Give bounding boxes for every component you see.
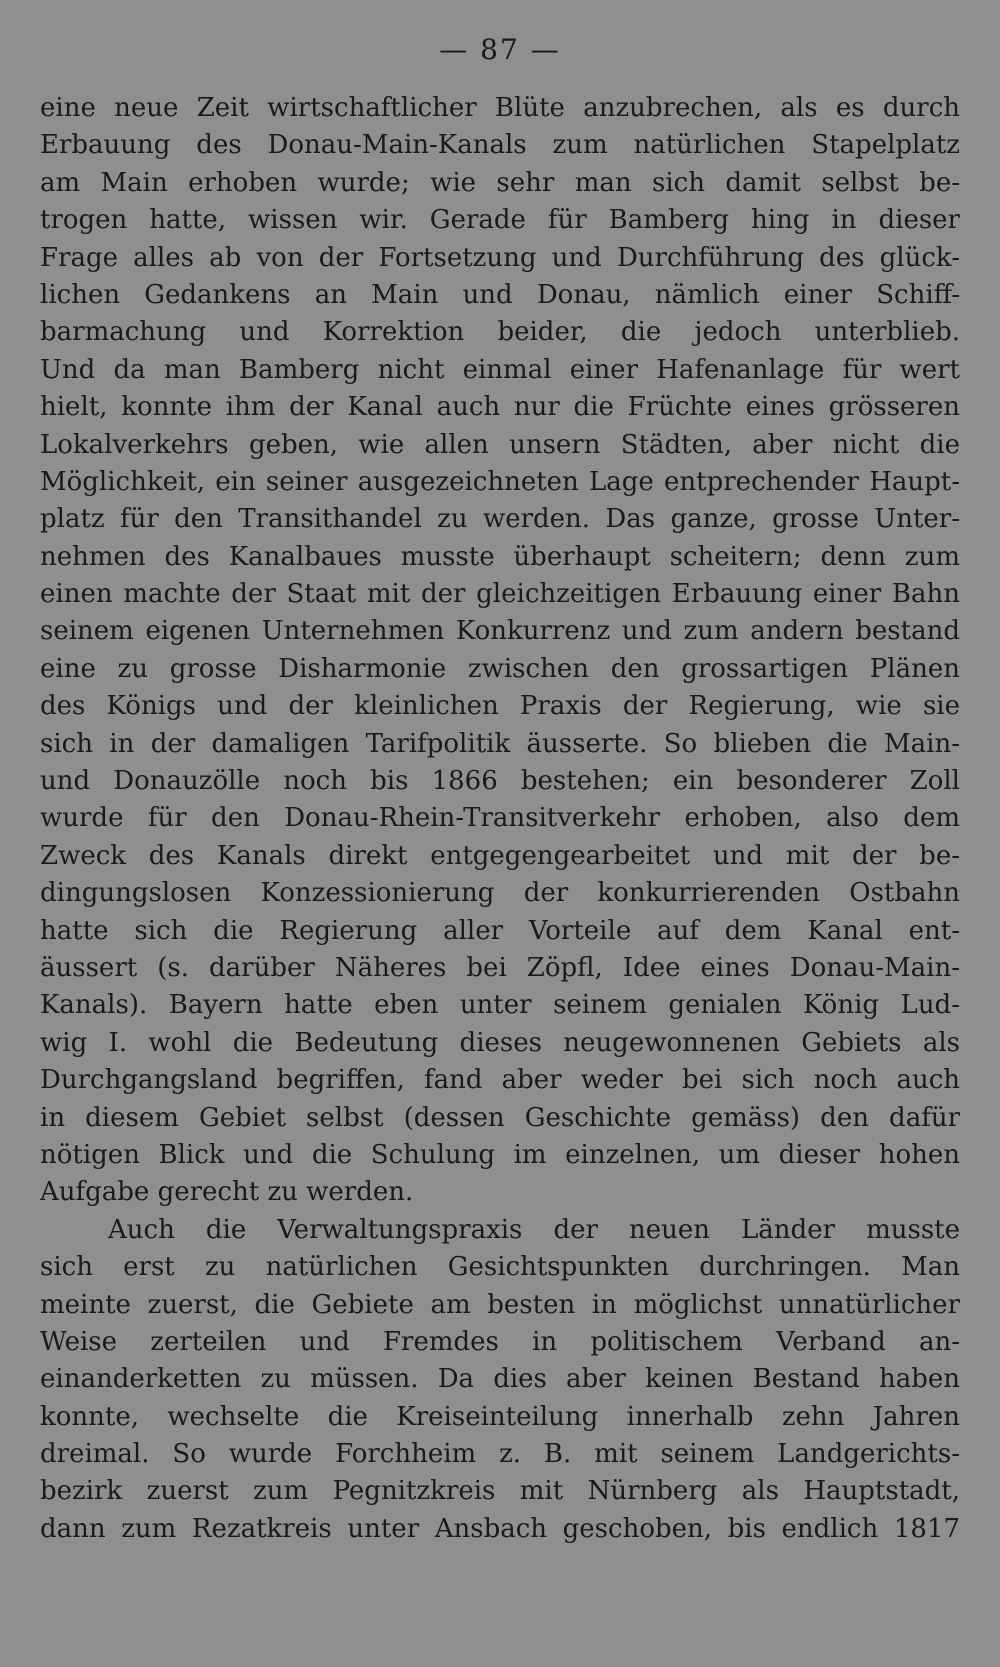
text-line: Aufgabe gerecht zu werden.: [40, 1177, 414, 1208]
text-line: barmachung und Korrektion beider, die jedoch unterblieb.: [40, 317, 960, 348]
text-line: wurde für den Donau-Rhein-Transitverkehr erhoben, also dem: [40, 803, 960, 834]
text-line: einanderketten zu müssen. Da dies aber keinen Bestand haben: [40, 1364, 960, 1395]
text-line: nehmen des Kanalbaues musste überhaupt scheitern; denn zum: [40, 541, 960, 572]
text-line: eine zu grosse Disharmonie zwischen den grossartigen Plänen: [40, 653, 960, 684]
text-line: trogen hatte, wissen wir. Gerade für Bamberg hing in dieser: [40, 205, 960, 236]
text-line: Weise zerteilen und Fremdes in politischem Verband an-: [40, 1326, 960, 1357]
text-line: Kanals). Bayern hatte eben unter seinem genialen König Lud-: [40, 990, 960, 1021]
text-line: Auch die Verwaltungspraxis der neuen Länder musste: [108, 1214, 960, 1245]
text-line: dreimal. So wurde Forchheim z. B. mit seinem Landgerichts-: [40, 1439, 960, 1470]
text-line: einen machte der Staat mit der gleichzeitigen Erbauung einer Bahn: [40, 579, 960, 610]
text-line: sich in der damaligen Tarifpolitik äusserte. So blieben die Main-: [40, 728, 960, 759]
text-line: dingungslosen Konzessionierung der konkurrierenden Ostbahn: [40, 878, 960, 909]
text-line: dann zum Rezatkreis unter Ansbach geschoben, bis endlich 1817: [40, 1513, 960, 1544]
text-line: wig I. wohl die Bedeutung dieses neugewonnenen Gebiets als: [40, 1027, 960, 1058]
text-line: in diesem Gebiet selbst (dessen Geschichte gemäss) den dafür: [40, 1102, 960, 1133]
text-line: hatte sich die Regierung aller Vorteile auf dem Kanal ent-: [40, 915, 960, 946]
text-line: hielt, konnte ihm der Kanal auch nur die Früchte eines grösseren: [40, 392, 960, 423]
text-line: Lokalverkehrs geben, wie allen unsern Städten, aber nicht die: [40, 429, 960, 460]
text-line: bezirk zuerst zum Pegnitzkreis mit Nürnberg als Hauptstadt,: [40, 1476, 960, 1507]
text-line: am Main erhoben wurde; wie sehr man sich damit selbst be-: [40, 167, 960, 198]
text-line: Erbauung des Donau-Main-Kanals zum natürlichen Stapelplatz: [40, 130, 960, 161]
text-line: lichen Gedankens an Main und Donau, nämlich einer Schiff-: [40, 279, 960, 310]
text-line: Durchgangsland begriffen, fand aber weder bei sich noch auch: [40, 1065, 960, 1096]
text-line: Zweck des Kanals direkt entgegengearbeitet und mit der be-: [40, 840, 960, 871]
text-line: äussert (s. darüber Näheres bei Zöpfl, Idee eines Donau-Main-: [40, 952, 960, 983]
text-line: Und da man Bamberg nicht einmal einer Hafenanlage für wert: [40, 354, 960, 385]
text-line: sich erst zu natürlichen Gesichtspunkten durchringen. Man: [40, 1252, 960, 1283]
text-line: meinte zuerst, die Gebiete am besten in möglichst unnatürlicher: [40, 1289, 960, 1320]
page-number: — 87 —: [439, 33, 561, 66]
text-line: konnte, wechselte die Kreiseinteilung innerhalb zehn Jahren: [40, 1401, 960, 1432]
text-line: nötigen Blick und die Schulung im einzelnen, um dieser hohen: [40, 1139, 960, 1170]
text-line: und Donauzölle noch bis 1866 bestehen; ein besonderer Zoll: [40, 766, 960, 797]
text-line: seinem eigenen Unternehmen Konkurrenz und zum andern bestand: [40, 616, 960, 647]
body-text: [40, 90, 960, 1548]
text-line: platz für den Transithandel zu werden. Das ganze, grosse Unter-: [40, 504, 960, 535]
text-line: Frage alles ab von der Fortsetzung und Durchführung des glück-: [40, 242, 960, 273]
text-line: eine neue Zeit wirtschaftlicher Blüte anzubrechen, als es durch: [40, 93, 960, 123]
text-line: des Königs und der kleinlichen Praxis der Regierung, wie sie: [40, 691, 960, 722]
text-line: Möglichkeit, ein seiner ausgezeichneten Lage entprechender Haupt-: [40, 466, 960, 497]
